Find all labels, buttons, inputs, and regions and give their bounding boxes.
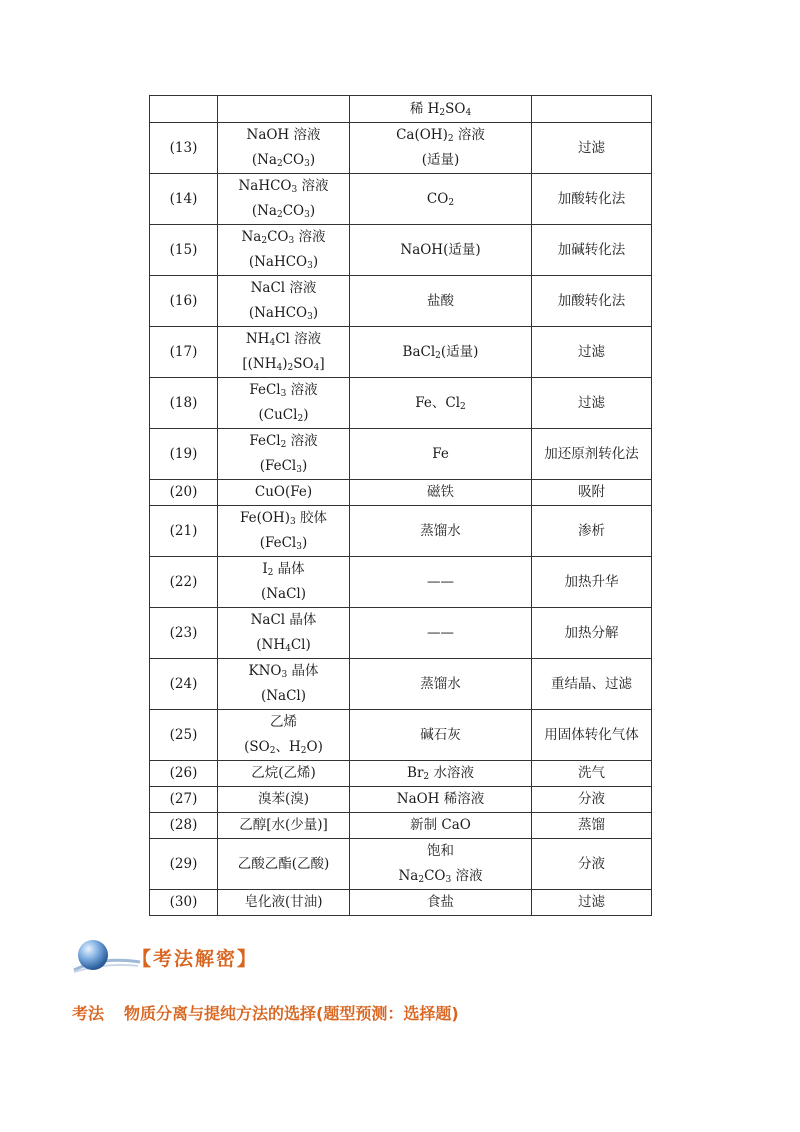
table-row <box>150 787 652 813</box>
method-title: 物质分离与提纯方法的选择(题型预测：选择题) <box>124 1004 459 1023</box>
cell-reagent: —— <box>350 608 532 659</box>
cell-mixture: NaHCO$_3$ 溶液 $(Na_2CO_3)$ <box>218 174 350 225</box>
table-row <box>150 429 652 480</box>
cell-mixture: 乙酸乙酯(乙酸) <box>218 839 350 890</box>
cell-mixture: FeCl$_3$ 溶液 (CuCl$_2$) <box>218 378 350 429</box>
cell-method: 加酸转化法 <box>532 174 652 225</box>
table-row <box>150 276 652 327</box>
cell-mixture: 皂化液(甘油) <box>218 890 350 916</box>
cell-reagent: 蒸馏水 <box>350 659 532 710</box>
table-row <box>150 327 652 378</box>
table-row <box>150 761 652 787</box>
cell-mixture: $NH_4Cl$ 溶液 $[(NH_4)_2SO_4]$ <box>218 327 350 378</box>
table-row <box>150 225 652 276</box>
cell-reagent: $Ca(OH)_2$ 溶液 (适量) <box>350 123 532 174</box>
cell-mixture: $Fe(OH)_3$ 胶体 (FeCl$_3$) <box>218 506 350 557</box>
cell-mixture: FeCl$_2$ 溶液 (FeCl$_3$) <box>218 429 350 480</box>
cell-reagent: 新制 CaO <box>350 813 532 839</box>
cell-reagent: 饱和 $Na_2CO_3$ 溶液 <box>350 839 532 890</box>
cell-reagent: 碱石灰 <box>350 710 532 761</box>
cell-id: (28) <box>150 813 218 839</box>
cell-mixture <box>218 96 350 123</box>
cell-id <box>150 96 218 123</box>
cell-mixture: 溴苯(溴) <box>218 787 350 813</box>
cell-method: 渗析 <box>532 506 652 557</box>
cell-method: 过滤 <box>532 378 652 429</box>
cell-method: 用固体转化气体 <box>532 710 652 761</box>
cell-method: 加碱转化法 <box>532 225 652 276</box>
table-row <box>150 557 652 608</box>
cell-id: (24) <box>150 659 218 710</box>
cell-mixture: NaOH 溶液 $(Na_2CO_3)$ <box>218 123 350 174</box>
cell-reagent: BaCl$_2$(适量) <box>350 327 532 378</box>
cell-id: (29) <box>150 839 218 890</box>
cell-method: 加还原剂转化法 <box>532 429 652 480</box>
cell-reagent: 盐酸 <box>350 276 532 327</box>
cell-method: 蒸馏 <box>532 813 652 839</box>
table-row <box>150 506 652 557</box>
cell-mixture: $Na_2CO_3$ 溶液 (NaHCO$_3$) <box>218 225 350 276</box>
table-row-continued <box>150 96 652 123</box>
cell-id: (30) <box>150 890 218 916</box>
cell-reagent: $Br_2$ 水溶液 <box>350 761 532 787</box>
cell-reagent: Fe、$Cl_2$ <box>350 378 532 429</box>
cell-id: (19) <box>150 429 218 480</box>
cell-reagent: $CO_2$ <box>350 174 532 225</box>
table-row <box>150 174 652 225</box>
cell-reagent: NaOH(适量) <box>350 225 532 276</box>
cell-mixture: 乙烷(乙烯) <box>218 761 350 787</box>
cell-mixture: $KNO_3$ 晶体 (NaCl) <box>218 659 350 710</box>
cell-reagent: 蒸馏水 <box>350 506 532 557</box>
cell-method: 吸附 <box>532 480 652 506</box>
cell-method: 分液 <box>532 787 652 813</box>
table-row <box>150 378 652 429</box>
cell-method: 加热分解 <box>532 608 652 659</box>
table-row <box>150 813 652 839</box>
table-row <box>150 608 652 659</box>
section-heading <box>72 938 372 978</box>
cell-id: (22) <box>150 557 218 608</box>
cell-id: (15) <box>150 225 218 276</box>
cell-reagent: Fe <box>350 429 532 480</box>
cell-method: 洗气 <box>532 761 652 787</box>
separation-table <box>149 95 652 916</box>
cell-id: (16) <box>150 276 218 327</box>
table-body <box>150 96 652 916</box>
globe-icon <box>78 940 108 970</box>
cell-reagent: NaOH 稀溶液 <box>350 787 532 813</box>
cell-mixture: 乙烯 ($SO_2$、$H_2O$) <box>218 710 350 761</box>
cell-reagent: 稀 $H_2SO_4$ <box>350 96 532 123</box>
cell-id: (20) <box>150 480 218 506</box>
cell-reagent: —— <box>350 557 532 608</box>
table-row <box>150 839 652 890</box>
table-row <box>150 659 652 710</box>
cell-method: 加热升华 <box>532 557 652 608</box>
cell-method: 过滤 <box>532 890 652 916</box>
section-heading-text: 【考法解密】 <box>132 948 259 970</box>
cell-mixture: NaCl 晶体 $(NH_4Cl)$ <box>218 608 350 659</box>
method-label: 考法 <box>72 1004 105 1023</box>
cell-mixture: $I_2$ 晶体 (NaCl) <box>218 557 350 608</box>
cell-method: 过滤 <box>532 123 652 174</box>
cell-mixture: 乙醇[水(少量)] <box>218 813 350 839</box>
cell-reagent: 食盐 <box>350 890 532 916</box>
cell-method: 分液 <box>532 839 652 890</box>
cell-mixture: NaCl 溶液 (NaHCO$_3$) <box>218 276 350 327</box>
cell-id: (21) <box>150 506 218 557</box>
cell-method: 重结晶、过滤 <box>532 659 652 710</box>
cell-mixture: CuO(Fe) <box>218 480 350 506</box>
cell-id: (23) <box>150 608 218 659</box>
cell-id: (13) <box>150 123 218 174</box>
cell-id: (26) <box>150 761 218 787</box>
cell-reagent: 磁铁 <box>350 480 532 506</box>
cell-id: (17) <box>150 327 218 378</box>
cell-id: (14) <box>150 174 218 225</box>
cell-method <box>532 96 652 123</box>
method-line <box>72 1001 459 1024</box>
cell-id: (25) <box>150 710 218 761</box>
table-row <box>150 890 652 916</box>
table-row <box>150 123 652 174</box>
table-row <box>150 710 652 761</box>
table-row <box>150 480 652 506</box>
cell-id: (18) <box>150 378 218 429</box>
cell-id: (27) <box>150 787 218 813</box>
cell-method: 加酸转化法 <box>532 276 652 327</box>
cell-method: 过滤 <box>532 327 652 378</box>
